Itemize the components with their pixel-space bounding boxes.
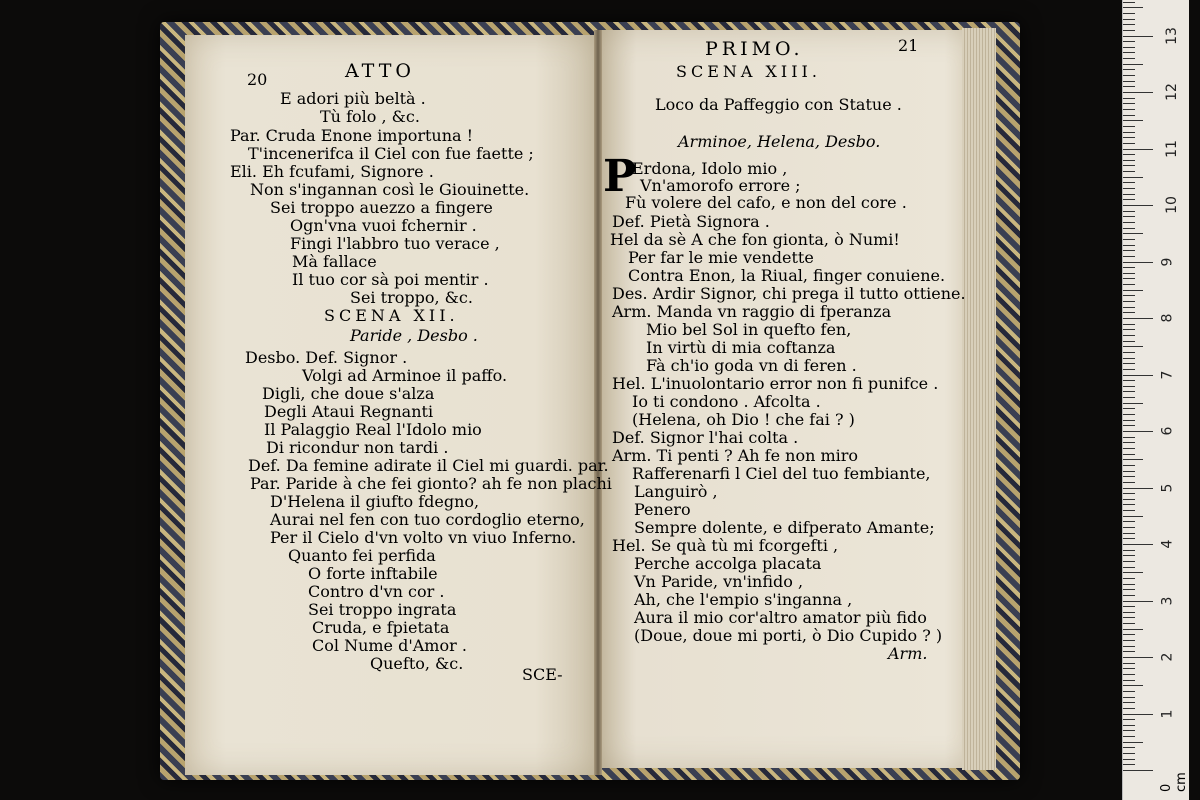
right-text-line: Penero — [634, 500, 691, 519]
left-text-line: Degli Ataui Regnanti — [264, 402, 434, 421]
ruler-tick — [1123, 488, 1153, 489]
ruler-number: 1 — [1159, 709, 1176, 718]
right-text-line: In virtù di mia coftanza — [646, 338, 836, 357]
scene-setting: Loco da Paffeggio con Statue . — [655, 95, 902, 114]
scene-title: SCENA XIII. — [676, 62, 821, 81]
ruler-tick — [1123, 182, 1135, 183]
ruler-tick — [1123, 75, 1135, 76]
ruler-tick — [1123, 154, 1135, 155]
left-text-line: Digli, che doue s'alza — [262, 384, 435, 403]
right-page-number: 21 — [898, 36, 919, 55]
scene-characters: Arminoe, Helena, Desbo. — [678, 132, 881, 151]
ruler-tick — [1123, 30, 1135, 31]
ruler-tick — [1123, 454, 1135, 455]
ruler-tick — [1123, 595, 1135, 596]
right-text-line: Def. Pietà Signora . — [612, 212, 770, 231]
left-text-line: Di ricondur non tardi . — [266, 438, 449, 457]
ruler-tick — [1123, 2, 1135, 3]
ruler-tick — [1123, 318, 1153, 319]
right-text-line: Perche accolga placata — [634, 554, 822, 573]
left-text-line: Def. Da femine adirate il Ciel mi guardi. par. — [248, 456, 609, 475]
right-text-line: Sempre dolente, e difperato Amante; — [634, 518, 935, 537]
ruler-tick — [1123, 391, 1135, 392]
left-text-line: Ogn'vna vuoi fchernir . — [290, 216, 477, 235]
ruler-tick — [1123, 126, 1135, 127]
ruler-tick — [1123, 335, 1135, 336]
ruler-tick — [1123, 239, 1135, 240]
ruler-tick — [1123, 86, 1135, 87]
ruler-tick — [1123, 380, 1135, 381]
left-text-line: Par. Cruda Enone importuna ! — [230, 126, 474, 145]
ruler-tick — [1123, 160, 1135, 161]
ruler-tick — [1123, 397, 1135, 398]
ruler-tick — [1123, 346, 1143, 347]
ruler-number: 2 — [1159, 652, 1176, 662]
ruler-tick — [1123, 629, 1143, 630]
ruler-number: 3 — [1159, 596, 1176, 605]
ruler-tick — [1123, 386, 1135, 387]
right-text-line: Def. Signor l'hai colta . — [612, 428, 799, 447]
ruler-tick — [1123, 459, 1143, 460]
ruler-tick — [1123, 680, 1135, 681]
right-text-line: Fà ch'io goda vn di feren . — [646, 356, 857, 375]
ruler-tick — [1123, 420, 1135, 421]
left-text-line: Quefto, &c. — [370, 654, 464, 673]
ruler-tick — [1123, 414, 1135, 415]
left-text-line: Il tuo cor sà poi mentir . — [292, 270, 489, 289]
ruler-tick — [1123, 634, 1135, 635]
ruler-number: 10 — [1163, 196, 1180, 214]
ruler-tick — [1123, 363, 1135, 364]
ruler-tick — [1123, 24, 1135, 25]
ruler-tick — [1123, 685, 1143, 686]
ruler-tick — [1123, 233, 1143, 234]
left-text-line: Per il Cielo d'vn volto vn viuo Inferno. — [270, 528, 577, 547]
ruler-tick — [1123, 651, 1135, 652]
left-text-line: Cruda, e fpietata — [312, 618, 450, 637]
ruler-tick — [1123, 691, 1135, 692]
right-text-line: (Helena, oh Dio ! che fai ? ) — [632, 410, 855, 429]
left-text-line: Contro d'vn cor . — [308, 582, 445, 601]
ruler-tick — [1123, 482, 1135, 483]
ruler-tick — [1123, 499, 1135, 500]
left-text-line: Volgi ad Arminoe il paffo. — [302, 366, 508, 385]
ruler-tick — [1123, 295, 1135, 296]
ruler-tick — [1123, 267, 1135, 268]
drop-cap: P — [603, 151, 637, 202]
right-text-line: Mio bel Sol in quefto fen, — [646, 320, 852, 339]
ruler-tick — [1123, 284, 1135, 285]
ruler-tick — [1123, 329, 1135, 330]
ruler-tick — [1123, 408, 1135, 409]
right-text-line: Hel da sè A che fon gionta, ò Numi! — [610, 230, 900, 249]
ruler-number: 11 — [1163, 139, 1180, 158]
ruler-tick — [1123, 81, 1135, 82]
ruler-tick — [1123, 47, 1135, 48]
ruler-tick — [1123, 216, 1135, 217]
ruler-tick — [1123, 561, 1135, 562]
ruler-tick — [1123, 58, 1135, 59]
left-text-line: Par. Paride à che fei gionto? ah fe non plachi — [250, 474, 612, 493]
left-text-line: Desbo. Def. Signor . — [245, 348, 408, 367]
right-text-line: Ah, che l'empio s'inganna , — [634, 590, 853, 609]
right-text-line: Fù volere del cafo, e non del core . — [625, 193, 907, 212]
left-page-number: 20 — [247, 70, 268, 89]
right-text-line: Io ti condono . Afcolta . — [632, 392, 821, 411]
ruler-number: 9 — [1159, 257, 1176, 266]
ruler-tick — [1123, 92, 1153, 93]
left-text-line: Col Nume d'Amor . — [312, 636, 467, 655]
ruler-tick — [1123, 493, 1135, 494]
ruler-tick — [1123, 606, 1135, 607]
ruler-tick — [1123, 702, 1135, 703]
ruler-tick — [1123, 442, 1135, 443]
left-text-line: Eli. Eh fcufami, Signore . — [230, 162, 434, 181]
left-running-header: ATTO — [345, 60, 415, 82]
ruler-tick — [1123, 550, 1135, 551]
ruler-tick — [1123, 69, 1135, 70]
ruler-tick — [1123, 103, 1135, 104]
ruler-tick — [1123, 516, 1143, 517]
ruler-tick — [1123, 544, 1153, 545]
ruler-tick — [1123, 19, 1135, 20]
ruler-tick — [1123, 165, 1135, 166]
ruler-tick — [1123, 668, 1135, 669]
ruler-tick — [1123, 567, 1135, 568]
left-text-line: D'Helena il giufto fdegno, — [270, 492, 480, 511]
ruler-tick — [1123, 730, 1135, 731]
ruler-tick — [1123, 250, 1135, 251]
measurement-ruler — [1122, 0, 1189, 800]
ruler-tick — [1123, 199, 1135, 200]
left-text-line: E adori più beltà . — [280, 89, 426, 108]
ruler-tick — [1123, 555, 1135, 556]
ruler-tick — [1123, 132, 1135, 133]
ruler-tick — [1123, 431, 1153, 432]
ruler-tick — [1123, 41, 1135, 42]
ruler-tick — [1123, 273, 1135, 274]
ruler-tick — [1123, 674, 1135, 675]
ruler-tick — [1123, 262, 1153, 263]
ruler-tick — [1123, 109, 1135, 110]
left-text-line: Aurai nel fen con tuo cordoglio eterno, — [270, 510, 585, 529]
ruler-tick — [1123, 719, 1135, 720]
right-text-line: Languirò , — [634, 482, 718, 501]
ruler-tick — [1123, 194, 1135, 195]
ruler-tick — [1123, 52, 1135, 53]
ruler-tick — [1123, 584, 1135, 585]
right-text-line: Arm. Manda vn raggio di fperanza — [612, 302, 892, 321]
ruler-tick — [1123, 759, 1135, 760]
right-text-line: (Doue, doue mi porti, ò Dio Cupido ? ) — [634, 626, 943, 645]
ruler-tick — [1123, 312, 1135, 313]
ruler-tick — [1123, 527, 1135, 528]
right-text-line: Per far le mie vendette — [628, 248, 814, 267]
ruler-tick — [1123, 64, 1143, 65]
ruler-tick — [1123, 663, 1135, 664]
right-running-header: PRIMO. — [705, 38, 804, 60]
ruler-tick — [1123, 290, 1143, 291]
ruler-tick — [1123, 205, 1153, 206]
right-text-line: Erdona, Idolo mio , — [632, 159, 788, 178]
ruler-tick — [1123, 222, 1135, 223]
ruler-tick — [1123, 510, 1135, 511]
ruler-tick — [1123, 171, 1135, 172]
ruler-tick — [1123, 425, 1135, 426]
ruler-tick — [1123, 358, 1135, 359]
ruler-tick — [1123, 504, 1135, 505]
ruler-tick — [1123, 228, 1135, 229]
ruler-tick — [1123, 245, 1135, 246]
ruler-tick — [1123, 149, 1153, 150]
ruler-tick — [1123, 307, 1135, 308]
ruler-tick — [1123, 770, 1153, 771]
right-text-line: Hel. L'inuolontario error non fi punifce . — [612, 374, 939, 393]
right-text-line: Hel. Se quà tù mi fcorgefti , — [612, 536, 839, 555]
left-text-line: O forte inftabile — [308, 564, 438, 583]
ruler-number: 12 — [1163, 83, 1180, 101]
ruler-number: 7 — [1159, 370, 1176, 379]
ruler-tick — [1123, 98, 1135, 99]
ruler-number: 6 — [1159, 426, 1176, 436]
left-text-line: Paride , Desbo . — [350, 326, 478, 345]
left-text-line: Fingi l'labbro tuo verace , — [290, 234, 500, 253]
right-text-line: Arm. — [888, 644, 928, 663]
ruler-tick — [1123, 471, 1135, 472]
ruler-tick — [1123, 256, 1135, 257]
ruler-tick — [1123, 533, 1135, 534]
book-spine — [594, 30, 602, 775]
ruler-tick — [1123, 324, 1135, 325]
ruler-number: 5 — [1159, 483, 1176, 492]
ruler-tick — [1123, 211, 1135, 212]
ruler-tick — [1123, 521, 1135, 522]
ruler-tick — [1123, 177, 1143, 178]
ruler-number: 4 — [1159, 539, 1176, 549]
ruler-tick — [1123, 188, 1135, 189]
ruler-tick — [1123, 657, 1153, 658]
ruler-tick — [1123, 742, 1143, 743]
ruler-number: 8 — [1159, 313, 1176, 323]
left-text-line: Sei troppo ingrata — [308, 600, 457, 619]
ruler-tick — [1123, 753, 1135, 754]
left-text-line: SCE- — [522, 665, 563, 684]
right-text-line: Vn'amorofo errore ; — [640, 176, 801, 195]
ruler-tick — [1123, 601, 1153, 602]
right-text-line: Des. Ardir Signor, chi prega il tutto ottiene. — [612, 284, 966, 303]
right-text-line: Aura il mio cor'altro amator più fido — [634, 608, 927, 627]
ruler-number: 13 — [1163, 26, 1180, 45]
ruler-tick — [1123, 572, 1143, 573]
ruler-tick — [1123, 736, 1135, 737]
ruler-tick — [1123, 465, 1135, 466]
ruler-tick — [1123, 115, 1135, 116]
ruler-tick — [1123, 278, 1135, 279]
ruler-tick — [1123, 640, 1135, 641]
ruler-tick — [1123, 589, 1135, 590]
left-text-line: Quanto fei perfida — [288, 546, 436, 565]
left-text-line: Mà fallace — [292, 252, 377, 271]
ruler-tick — [1123, 437, 1135, 438]
ruler-tick — [1123, 36, 1153, 37]
left-text-line: Tù folo , &c. — [320, 107, 420, 126]
right-text-line: Vn Paride, vn'infido , — [634, 572, 804, 591]
left-text-line: Sei troppo, &c. — [350, 288, 473, 307]
right-text-line: Rafferenarfi l Ciel del tuo fembiante, — [632, 464, 931, 483]
ruler-tick — [1123, 352, 1135, 353]
ruler-tick — [1123, 120, 1143, 121]
ruler-tick — [1123, 403, 1143, 404]
ruler-tick — [1123, 375, 1153, 376]
ruler-tick — [1123, 476, 1135, 477]
ruler-tick — [1123, 623, 1135, 624]
ruler-tick — [1123, 448, 1135, 449]
left-text-line: Non s'ingannan così le Giouinette. — [250, 180, 530, 199]
ruler-tick — [1123, 697, 1135, 698]
ruler-tick — [1123, 341, 1135, 342]
ruler-tick — [1123, 725, 1135, 726]
ruler-tick — [1123, 764, 1135, 765]
left-text-line: T'incenerifca il Ciel con fue faette ; — [248, 144, 534, 163]
left-text-line: Sei troppo auezzo a fingere — [270, 198, 493, 217]
ruler-unit-label: 0 cm — [1159, 772, 1189, 792]
ruler-tick — [1123, 369, 1135, 370]
ruler-tick — [1123, 578, 1135, 579]
ruler-tick — [1123, 617, 1135, 618]
ruler-tick — [1123, 7, 1143, 8]
ruler-tick — [1123, 747, 1135, 748]
left-text-line: SCENA XII. — [324, 306, 459, 325]
ruler-tick — [1123, 708, 1135, 709]
page-edges — [962, 28, 996, 770]
ruler-tick — [1123, 646, 1135, 647]
ruler-tick — [1123, 137, 1135, 138]
left-text-line: Il Palaggio Real l'Idolo mio — [264, 420, 482, 439]
ruler-tick — [1123, 13, 1135, 14]
right-text-line: Arm. Ti penti ? Ah fe non miro — [612, 446, 859, 465]
ruler-tick — [1123, 538, 1135, 539]
ruler-tick — [1123, 612, 1135, 613]
ruler-tick — [1123, 301, 1135, 302]
ruler-tick — [1123, 714, 1153, 715]
right-text-line: Contra Enon, la Riual, finger conuiene. — [628, 266, 946, 285]
ruler-tick — [1123, 143, 1135, 144]
